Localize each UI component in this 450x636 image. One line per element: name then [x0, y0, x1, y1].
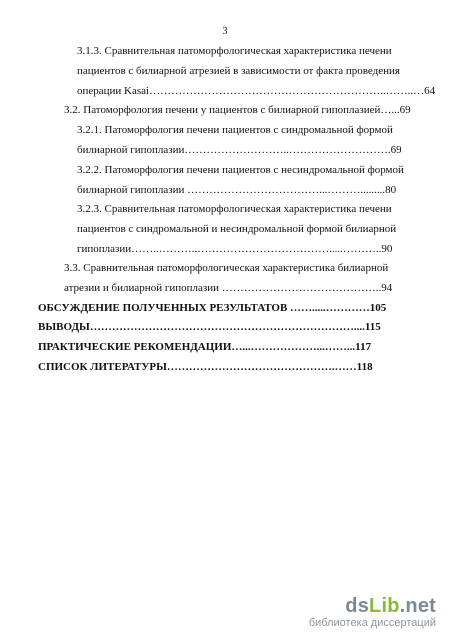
- logo-text-net: .net: [399, 595, 436, 617]
- logo-text-lib: Lib: [369, 595, 400, 617]
- toc-line: СПИСОК ЛИТЕРАТУРЫ……………………………………….……118: [38, 361, 373, 373]
- toc-line: ПРАКТИЧЕСКИЕ РЕКОМЕНДАЦИИ…...………………...……...117: [38, 341, 372, 353]
- toc-line: пациентов с синдромальной и несиндромальной формой билиарной: [77, 223, 397, 235]
- toc-line: билиарной гипоплазии………………………..……………………….69: [77, 144, 402, 156]
- toc-line: билиарной гипоплазии ………………………………...……….........80: [77, 184, 397, 196]
- toc-line: 3.1.3. Сравнительная патоморфологическая характеристика печени: [77, 45, 392, 57]
- page-number: 3: [222, 26, 228, 37]
- toc-line: 3.2. Патоморфология печени у пациентов с билиарной гипоплазией…...69: [64, 104, 411, 116]
- toc-line: 3.3. Сравнительная патоморфологическая характеристика билиарной: [64, 262, 389, 274]
- toc-line: 3.2.2. Патоморфология печени пациентов с несиндромальной формой: [77, 164, 404, 176]
- toc-line: гипоплазии……..………..……………………………….....………..90: [77, 243, 393, 255]
- toc-line: операции Kasai………………………………………………………..……..…64: [77, 85, 436, 97]
- toc-line: ВЫВОДЫ………………………………………………………………....115: [38, 321, 381, 333]
- toc-line: атрезии и билиарной гипоплазии ……………………………………..94: [64, 282, 393, 294]
- toc-line: пациентов с билиарной атрезией в зависимости от факта проведения: [77, 65, 400, 77]
- watermark-logo: [309, 595, 436, 617]
- toc-line: 3.2.1. Патоморфология печени пациентов с синдромальной формой: [77, 124, 393, 136]
- toc-line: 3.2.3. Сравнительная патоморфологическая характеристика печени: [77, 203, 392, 215]
- watermark: [309, 595, 436, 630]
- watermark-subtitle: библиотека диссертаций: [308, 617, 436, 629]
- logo-text-ds: ds: [345, 595, 370, 617]
- toc-line: ОБСУЖДЕНИЕ ПОЛУЧЕННЫХ РЕЗУЛЬТАТОВ …….....…………105: [38, 302, 387, 314]
